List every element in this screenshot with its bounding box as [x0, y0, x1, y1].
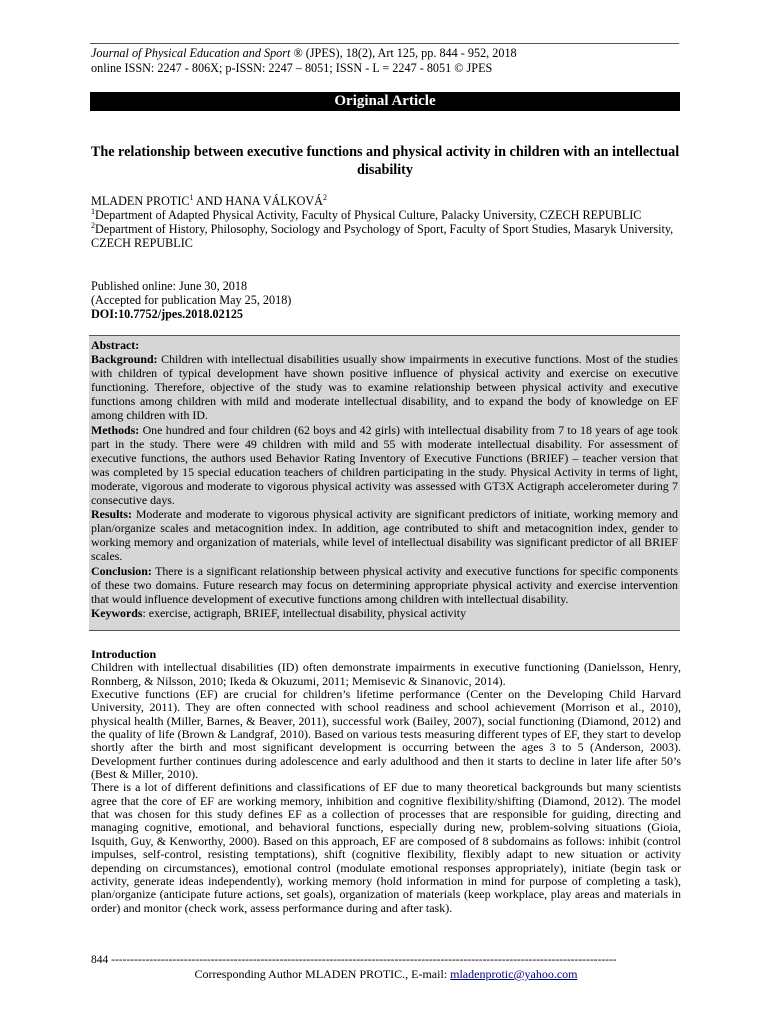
journal-name: Journal of Physical Education and Sport: [91, 46, 291, 60]
author-1: MLADEN PROTIC: [91, 194, 190, 208]
affiliation-1: [91, 208, 681, 222]
affiliation-1-text: Department of Adapted Physical Activity, Faculty of Physical Culture, Palacky University, CZECH REPUBLIC: [95, 208, 642, 222]
abstract-conclusion: [91, 564, 678, 606]
results-label: Results:: [91, 507, 132, 522]
affiliation-2-mark: 2: [91, 221, 95, 230]
article-title: The relationship between executive functions and physical activity in children with an intellectual disability: [90, 144, 680, 178]
published-date: Published online: June 30, 2018: [91, 279, 248, 293]
background-label: Background:: [91, 352, 158, 367]
affiliation-1-mark: 1: [91, 207, 95, 216]
corresponding-author: [91, 967, 681, 981]
article-type-banner: Original Article: [90, 92, 680, 111]
email-link[interactable]: mladenprotic@yahoo.com: [450, 967, 578, 981]
abstract-keywords: [91, 606, 678, 620]
doi-link[interactable]: DOI:10.7752/jpes.2018.02125: [91, 307, 244, 321]
paragraph: There is a lot of different definitions and classifications of EF due to many theoretical backgrounds but many scientists agree that the core of EF are working memory, inhibition and cognitive flexibility/shifting (Diamond, 2012). The model that was chosen for this study defines EF as a collection of processes that are responsible for guiding, directing and managing cognitive, emotional, and behavioral functions, especially during new, problem-solving situations (Gioia, Isquith, Guy, & Kenworthy, 2000). Based on this approach, EF are composed of 8 subdomains as follows: inhibit (control impulses, self-control, resisting temptations), shift (cognitive flexibility, flexibly adapt to new situation or activity depending on circumstances), emotional control (modulate emotional responses appropriately), initiate (begin task or activity, generate ideas independently), working memory (hold information in mind for purpose of completing a task), plan/organize (anticipate future actions, set goals), organization of materials (keep workplace, play areas and materials in order) and monitor (check work, assess performance during and after task).: [91, 780, 681, 915]
methods-label: Methods:: [91, 422, 140, 437]
abstract-results: [91, 507, 678, 563]
author-2: AND HANA VÁLKOVÁ: [193, 194, 323, 208]
conclusion-text: There is a significant relationship between physical activity and executive functions for specific components of these two domains. Future research may focus on determining appropriate physical activity and exercise intervention that would influence development of executive functions among children with intellectual disability.: [91, 563, 678, 606]
authors-block: [91, 194, 681, 250]
author-2-affiliation-mark: 2: [322, 193, 327, 202]
header-rule: [90, 43, 679, 44]
introduction-heading: Introduction: [91, 647, 157, 661]
results-text: Moderate and moderate to vigorous physical activity are significant predictors of initiate, working memory and plan/organize scales and metacognition index. In addition, age contributed to shift and metacognition index, gender to working memory and organization of materials, while level of intellectual disability was significant predictor of all BRIEF scales.: [91, 507, 678, 564]
journal-citation-details: ® (JPES), 18(2), Art 125, pp. 844 - 952, 2018: [290, 46, 517, 60]
author-line: [91, 194, 681, 208]
corresponding-author-label: Corresponding Author MLADEN PROTIC., E-mail:: [194, 967, 451, 981]
journal-issn: online ISSN: 2247 - 806X; p-ISSN: 2247 – 8051; ISSN - L = 2247 - 8051 © JPES: [91, 61, 493, 75]
journal-header: [91, 46, 681, 76]
abstract-methods: [91, 423, 678, 508]
methods-text: One hundred and four children (62 boys and 42 girls) with intellectual disability from 7 to 18 years of age took part in the study. There were 49 children with mild and 55 with moderate intellectual disability. For assessment of executive functions, the authors used Behavior Rating Inventory of Executive Functions (BRIEF) – teacher version that was completed by 15 special education teachers of children participating in the study. Physical Activity in terms of light, moderate, vigorous and moderate to vigorous physical activity was assessed with GT3X Actigraph accelerometer during 7 consecutive days.: [91, 422, 678, 508]
abstract-heading: Abstract:: [91, 338, 140, 352]
author-1-affiliation-mark: 1: [189, 193, 194, 202]
keywords-label: Keywords: [91, 605, 143, 620]
abstract-background: [91, 352, 678, 422]
accepted-date: (Accepted for publication May 25, 2018): [91, 293, 292, 307]
background-text: Children with intellectual disabilities usually show impairments in executive functions. Most of the studies with children of typical development have shown positive influence of physical activity and exercise on executive functioning. Therefore, objective of the study was to examine relationship between physical activity and executive functions among children with mild and moderate intellectual disability, and to expand the body of knowledge on EF among children with ID.: [91, 352, 678, 423]
paragraph: Children with intellectual disabilities (ID) often demonstrate impairments in executive functioning (Danielsson, Henry, Ronnberg, & Nilsson, 2010; Ikeda & Okuzumi, 2011; Memisevic & Sinanovic, 2014).: [91, 660, 681, 688]
paragraph: Executive functions (EF) are crucial for children’s lifetime performance (Center on the Developing Child Harvard University, 2011). They are often connected with school readiness and school achievement (Morrison et al., 2010), physical health (Miller, Barnes, & Beaver, 2011), successful work (Bailey, 2007), social functioning (Diamond, 2012) and the quality of life (Brown & Landgraf, 2010). Based on various tests measuring different types of EF, they start to develop shortly after the birth and most significant development is occurring between the ages 3 to 5 (Anderson, 2003). Development further continues during adolescence and early adulthood and then it starts to decline in later life after 50’s (Best & Miller, 2010).: [91, 687, 681, 782]
journal-citation: [91, 46, 681, 61]
affiliation-2-text: Department of History, Philosophy, Sociology and Psychology of Sport, Faculty of Sport Studies, Masaryk University, CZECH REPUBLIC: [91, 222, 674, 250]
affiliation-2: [91, 222, 681, 250]
page-number-line: 844 ------------------------------------------------------------------------------------------------------------------------------------: [91, 954, 617, 966]
conclusion-label: Conclusion:: [91, 563, 152, 578]
publication-info: [91, 279, 681, 321]
keywords-text: : exercise, actigraph, BRIEF, intellectual disability, physical activity: [142, 605, 467, 620]
introduction-section: [91, 648, 681, 915]
abstract-box: [89, 335, 680, 631]
